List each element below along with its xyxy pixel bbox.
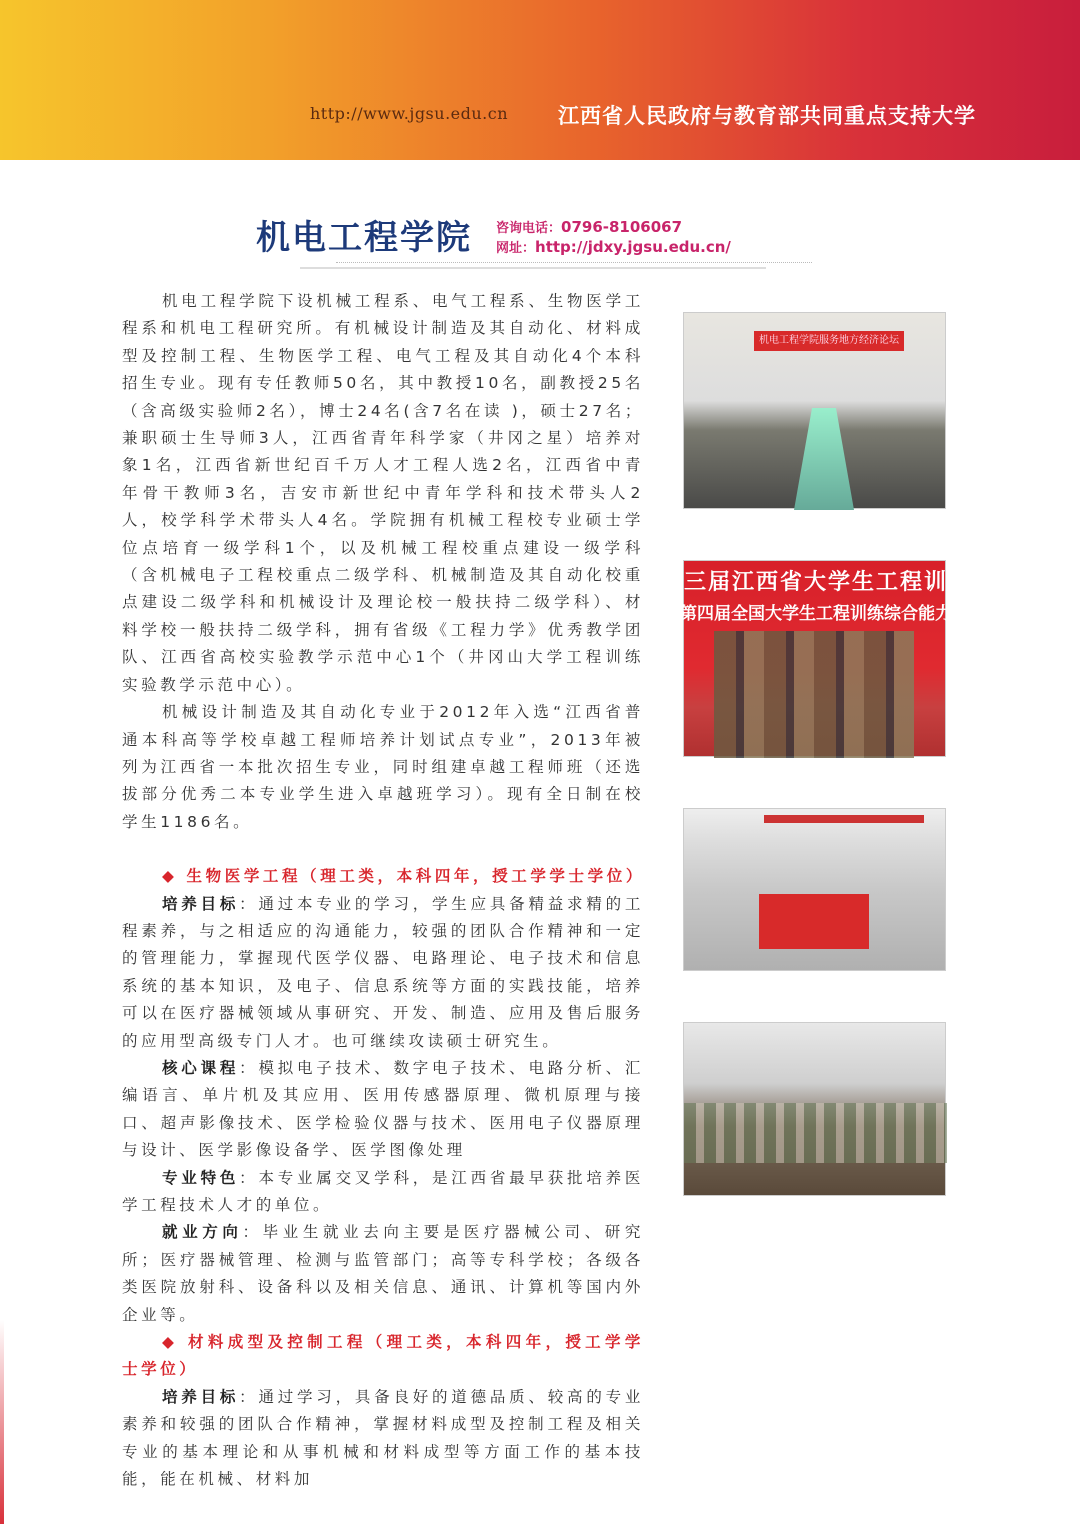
body-text xyxy=(122,288,644,1493)
contact-info xyxy=(496,218,731,258)
photo-workshop-training xyxy=(683,1022,946,1196)
photo-contest-team xyxy=(680,560,1021,757)
phone-label: 咨询电话： xyxy=(496,221,562,236)
major-heading: ◆ 材料成型及控制工程（理工类，本科四年，授工学学士学位） xyxy=(122,1333,644,1379)
divider-dotted xyxy=(336,262,812,263)
meeting-table xyxy=(794,408,854,510)
major-section: 专业特色：本专业属交叉学科，是江西省最早获批培养医学工程技术人才的单位。 xyxy=(122,1168,644,1214)
phone-number: 0796-8106067 xyxy=(561,218,683,236)
major-heading: ◆ 生物医学工程（理工类，本科四年，授工学学士学位） xyxy=(162,867,645,886)
section-label: 培养目标 xyxy=(162,1387,240,1406)
college-website[interactable]: http://jdxy.jgsu.edu.cn/ xyxy=(535,238,731,256)
intro-paragraph: 机械设计制造及其自动化专业于2012年入选“江西省普通本科高等学校卓越工程师培养计划试点专业”，2013年被列为江西省一本批次招生专业，同时组建卓越工程师班（还选拔部分优秀二本专业学生进入卓越班学习）。现有全日制在校学生1186名。 xyxy=(122,703,644,831)
major-section: 培养目标：通过学习，具备良好的道德品质、较高的专业素养和较强的团队合作精神，掌握材料成型及控制工程及相关专业的基本理论和从事机械和材料成型等方面工作的基本技能，能在机械、材料加 xyxy=(122,1387,644,1489)
site-label: 网址： xyxy=(496,241,536,256)
contest-banner-line-1: 三届江西省大学生工程训练综合 xyxy=(684,570,1021,595)
divider-line xyxy=(300,267,766,269)
forum-banner: 机电工程学院服务地方经济论坛 xyxy=(754,331,904,351)
page-title: 机电工程学院 xyxy=(256,218,472,258)
major-section: 核心课程：模拟电子技术、数字电子技术、电路分析、汇编语言、单片机及其应用、医用传感器原理、微机原理与接口、超声影像技术、医学检验仪器与技术、医用电子仪器原理与设计、医学影像设备学、医学图像处理 xyxy=(122,1058,644,1160)
photo-team-with-flag xyxy=(683,808,946,971)
major-section: 就业方向：毕业生就业去向主要是医疗器械公司、研究所；医疗器械管理、检测与监管部门；高等专科学校；各级各类医院放射科、设备科以及相关信息、通讯、计算机等国内外企业等。 xyxy=(122,1223,644,1324)
section-label: 培养目标 xyxy=(162,894,240,913)
header-banner xyxy=(0,0,1080,160)
university-slogan: 江西省人民政府与教育部共同重点支持大学 xyxy=(558,104,976,128)
students-group xyxy=(714,631,914,758)
section-label: 就业方向 xyxy=(162,1223,243,1242)
section-label: 核心课程 xyxy=(162,1058,240,1077)
photo-forum-meeting xyxy=(683,312,946,509)
red-flag xyxy=(759,894,869,949)
hall-banner xyxy=(764,815,924,823)
contest-banner-line-2: 第四届全国大学生工程训练综合能力竞赛江 xyxy=(680,604,1003,624)
section-label: 专业特色 xyxy=(162,1168,240,1187)
major-section: 培养目标：通过本专业的学习，学生应具备精益求精的工程素养，与之相适应的沟通能力，较强的团队合作精神和一定的管理能力，掌握现代医学仪器、电路理论、电子技术和信息系统的基本知识，及电子、信息系统等方面的实践技能，培养可以在医疗器械领域从事研究、开发、制造、应用及售后服务的应用型高级专门人才。也可继续攻读硕士研究生。 xyxy=(122,894,644,1050)
workbenches xyxy=(684,1103,947,1163)
left-accent-bar xyxy=(0,160,4,1524)
intro-paragraph: 机电工程学院下设机械工程系、电气工程系、生物医学工程系和机电工程研究所。有机械设计制造及其自动化、材料成型及控制工程、生物医学工程、电气工程及其自动化4个本科招生专业。现有专任教师50名，其中教授10名，副教授25名（含高级实验师2名），博士24名(含7名在读 )，硕士27名；兼职硕士生导师3人，江西省青年科学家（井冈之星）培养对象1名，江西省新世纪百千万人才工程人选2名，江西省中青年骨干教师3名，吉安市新世纪中青年学科和技术带头人2人，校学科学术带头人4名。学院拥有机械工程校专业硕士学位点培育一级学科1个，以及机械工程校重点建设一级学科（含机械电子工程校重点二级学科、机械制造及其自动化校重点建设二级学科和机械设计及理论校一般扶持二级学科）、材料学校一般扶持二级学科，拥有省级《工程力学》优秀教学团队、江西省高校实验教学示范中心1个（井冈山大学工程训练实验教学示范中心）。 xyxy=(122,292,644,694)
university-url[interactable]: http://www.jgsu.edu.cn xyxy=(310,104,509,123)
